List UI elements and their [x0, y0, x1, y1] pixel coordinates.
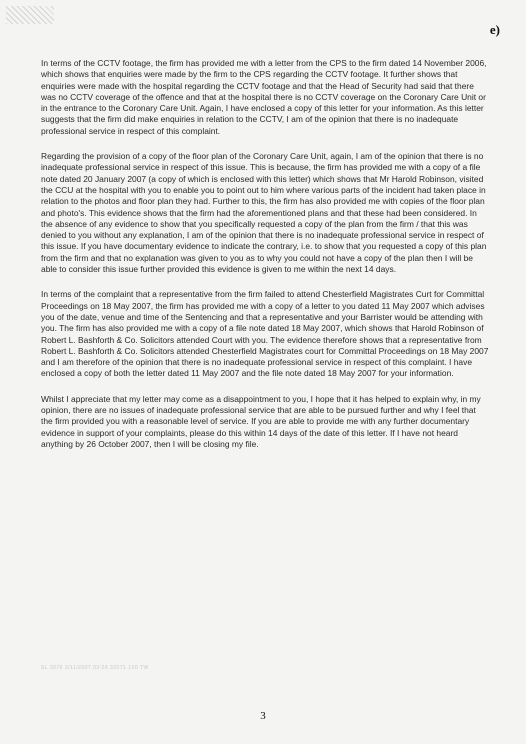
paragraph-closing: Whilst I appreciate that my letter may come as a disappointment to you, I hope that it has helped to explain why, in my opinion, there are no issues of inadequate professional service that are able to be pursued further and why I feel that the firm provided you with a reasonable level of service. If you are able to provide me with any further documentary evidence in support of your complaints, please do this within 14 days of the date of this letter. If I have not heard anything by 26 October 2007, then I will be closing my file.: [41, 393, 481, 449]
letter-body: [41, 58, 489, 464]
page-number: 3: [260, 710, 266, 722]
paragraph-floor-plan: Regarding the provision of a copy of the floor plan of the Coronary Care Unit, again, I am of the opinion that there is no inadequate professional service in respect of this issue. This is because, the firm has provided me with a copy of a file note dated 20 January 2007 (a copy of which is enclosed with this letter) which shows that Mr Harold Robinson, visited the CCU at the hospital with you to enable you to point out to him where various parts of the incident had taken place in relation to the photos and floor plan they had. Further to this, the firm has also provided me with copies of the floor plan and photo's. This evidence shows that the firm had the aforementioned plans and that these had been considered. In the absence of any evidence to show that you specifically requested a copy of the plan from the firm / that this was denied to you without any explanation, I am of the opinion that there is no inadequate professional service in respect of this issue. If you have documentary evidence to indicate the contrary, i.e. to show that you requested a copy of this plan from the firm and that no explanation was given to you as to why you could not have a copy of the plan then I will be able to consider this issue further provided this evidence is given to me within the next 14 days.: [41, 151, 487, 275]
paragraph-committal: In terms of the complaint that a representative from the firm failed to attend Chesterfield Magistrates Curt for Committal Proceedings on 18 May 2007, the firm has provided me with a copy of a letter to you dated 11 May 2007 which advises you of the date, venue and time of the Sentencing and that a representative and your Barrister would be attending with you. The firm has also provided me with a copy of a file note dated 18 May 2007, which shows that Harold Robinson of Robert L. Bashforth & Co. Solicitors attended Court with you. The evidence therefore shows that a representative from Robert L. Bashforth & Co. Solicitors attended Chesterfield Magistrates court for Committal Proceedings on 18 May 2007 and I am therefore of the opinion that there is no inadequate professional service in respect of this complaint. I have enclosed a copy of both the letter dated 11 May 2007 and the file note dated 18 May 2007 for your information.: [41, 289, 489, 379]
footer-reference: SL 3076 3/11/2007 03:26 32071 100 TW: [41, 665, 149, 671]
page-corner-mark: [6, 6, 54, 24]
annex-label: e): [489, 22, 500, 37]
paragraph-cctv: In terms of the CCTV footage, the firm has provided me with a letter from the CPS to the firm dated 14 November 2006, which shows that enquiries were made by the firm to the CPS regarding the CCTV footage. It further shows that enquiries were made with the hospital regarding the CCTV footage and that the Head of Security had said that there was no CCTV coverage of the offence and that at the hospital there is no CCTV coverage on the Coronary Care Unit or in the entrance to the Coronary Care Unit. Again, I have enclosed a copy of this letter for your information. As this letter suggests that the firm did make enquiries in relation to the CCTV, I am of the opinion that there is no inadequate professional service in respect of this complaint.: [41, 58, 487, 136]
